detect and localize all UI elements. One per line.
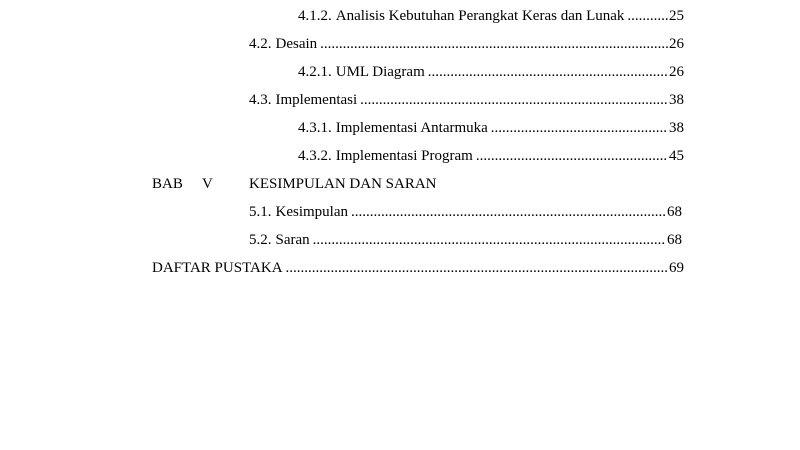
toc-entry-5-1 <box>249 202 682 222</box>
chapter-numeral: V <box>202 176 213 192</box>
toc-entry-title: Implementasi Program <box>335 148 473 164</box>
toc-entry-title: Implementasi Antarmuka <box>335 120 488 136</box>
toc-entry-number: 4.2. <box>249 36 272 52</box>
toc-entry-title: Desain <box>275 36 318 52</box>
toc-entry-page: 45 <box>669 148 684 164</box>
toc-entry-number: 4.3. <box>249 92 272 108</box>
dot-leader <box>351 202 666 222</box>
toc-entry-page: 38 <box>669 120 684 136</box>
toc-entry-4-3 <box>249 90 684 110</box>
toc-entry-number: 4.3.1. <box>298 120 332 136</box>
toc-entry-title: DAFTAR PUSTAKA <box>152 260 283 276</box>
dot-leader <box>360 90 668 110</box>
toc-entry-number: 4.3.2. <box>298 148 332 164</box>
dot-leader <box>286 258 668 278</box>
toc-entry-number: 5.1. <box>249 204 272 220</box>
toc-entry-number: 4.1.2. <box>298 8 332 24</box>
toc-entry-page: 26 <box>669 36 684 52</box>
toc-entry-number: 4.2.1. <box>298 64 332 80</box>
toc-entry-4-2 <box>249 34 684 54</box>
dot-leader <box>491 118 668 138</box>
toc-entry-4-1-2 <box>298 6 684 26</box>
toc-entry-number: 5.2. <box>249 232 272 248</box>
dot-leader <box>476 146 668 166</box>
toc-entry-title: Implementasi <box>275 92 358 108</box>
chapter-heading-bab-v <box>152 174 692 194</box>
toc-entry-page: 38 <box>669 92 684 108</box>
chapter-title: KESIMPULAN DAN SARAN <box>249 176 437 192</box>
dot-leader <box>313 230 666 250</box>
dot-leader <box>428 62 668 82</box>
toc-entry-page: 26 <box>669 64 684 80</box>
dot-leader <box>627 6 668 26</box>
toc-entry-page: 25 <box>669 8 684 24</box>
toc-entry-4-3-1 <box>298 118 684 138</box>
toc-entry-daftar-pustaka <box>152 258 684 278</box>
toc-entry-title: Kesimpulan <box>275 204 348 220</box>
toc-entry-title: Analisis Kebutuhan Perangkat Keras dan Lunak <box>335 8 625 24</box>
toc-entry-4-3-2 <box>298 146 684 166</box>
toc-entry-4-2-1 <box>298 62 684 82</box>
toc-entry-title: Saran <box>275 232 310 248</box>
toc-entry-title: UML Diagram <box>335 64 425 80</box>
toc-entry-page: 68 <box>667 204 682 220</box>
chapter-bab-label: BAB <box>152 176 183 192</box>
toc-entry-5-2 <box>249 230 682 250</box>
dot-leader <box>320 34 668 54</box>
toc-entry-page: 69 <box>669 260 684 276</box>
toc-entry-page: 68 <box>667 232 682 248</box>
